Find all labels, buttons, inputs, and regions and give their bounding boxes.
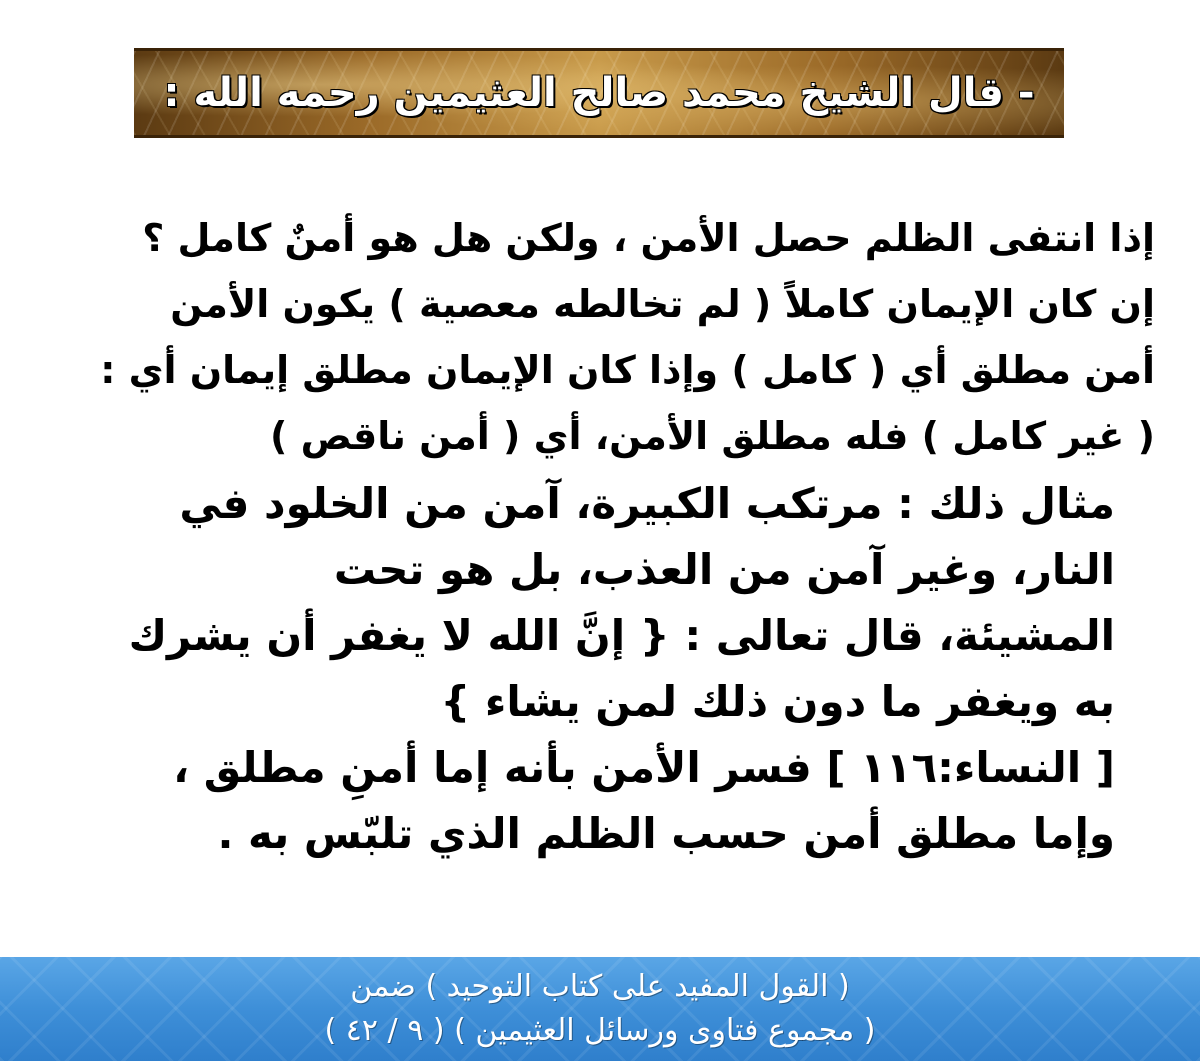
body-line: [ النساء:١١٦ ] فسر الأمن بأنه إما أمنِ مطلق ،: [173, 743, 1115, 792]
body-line: النار، وغير آمن من العذب، بل هو تحت: [333, 545, 1115, 594]
body-line: المشيئة، قال تعالى : { إنَّ الله لا يغفر أن يشرك: [128, 611, 1115, 660]
footer-reference-line: ( مجموع فتاوى ورسائل العثيمين ) ( ٩ / ٤٢ ): [324, 1013, 876, 1048]
header-title: - قال الشيخ محمد صالح العثيمين رحمه الله :: [163, 70, 1035, 116]
body-line: مثال ذلك : مرتكب الكبيرة، آمن من الخلود في: [179, 479, 1115, 528]
body-line: به ويغفر ما دون ذلك لمن يشاء }: [440, 677, 1115, 726]
footer-source-band: [0, 957, 1200, 1061]
body-text: [40, 205, 1155, 867]
header-banner: [134, 48, 1064, 138]
body-line: أمن مطلق أي ( كامل ) وإذا كان الإيمان مطلق إيمان أي :: [100, 348, 1155, 392]
body-line: إن كان الإيمان كاملاً ( لم تخالطه معصية ) يكون الأمن: [170, 282, 1155, 326]
body-block-example: [40, 471, 1155, 867]
body-line: إذا انتفى الظلم حصل الأمن ، ولكن هل هو أمنٌ كامل ؟: [142, 216, 1155, 260]
body-line: وإما مطلق أمن حسب الظلم الذي تلبّس به .: [217, 809, 1115, 858]
footer-source-line: ( القول المفيد على كتاب التوحيد ) ضمن: [350, 969, 850, 1004]
body-block-definition: [40, 205, 1155, 469]
body-line: ( غير كامل ) فله مطلق الأمن، أي ( أمن ناقص ): [269, 414, 1155, 458]
